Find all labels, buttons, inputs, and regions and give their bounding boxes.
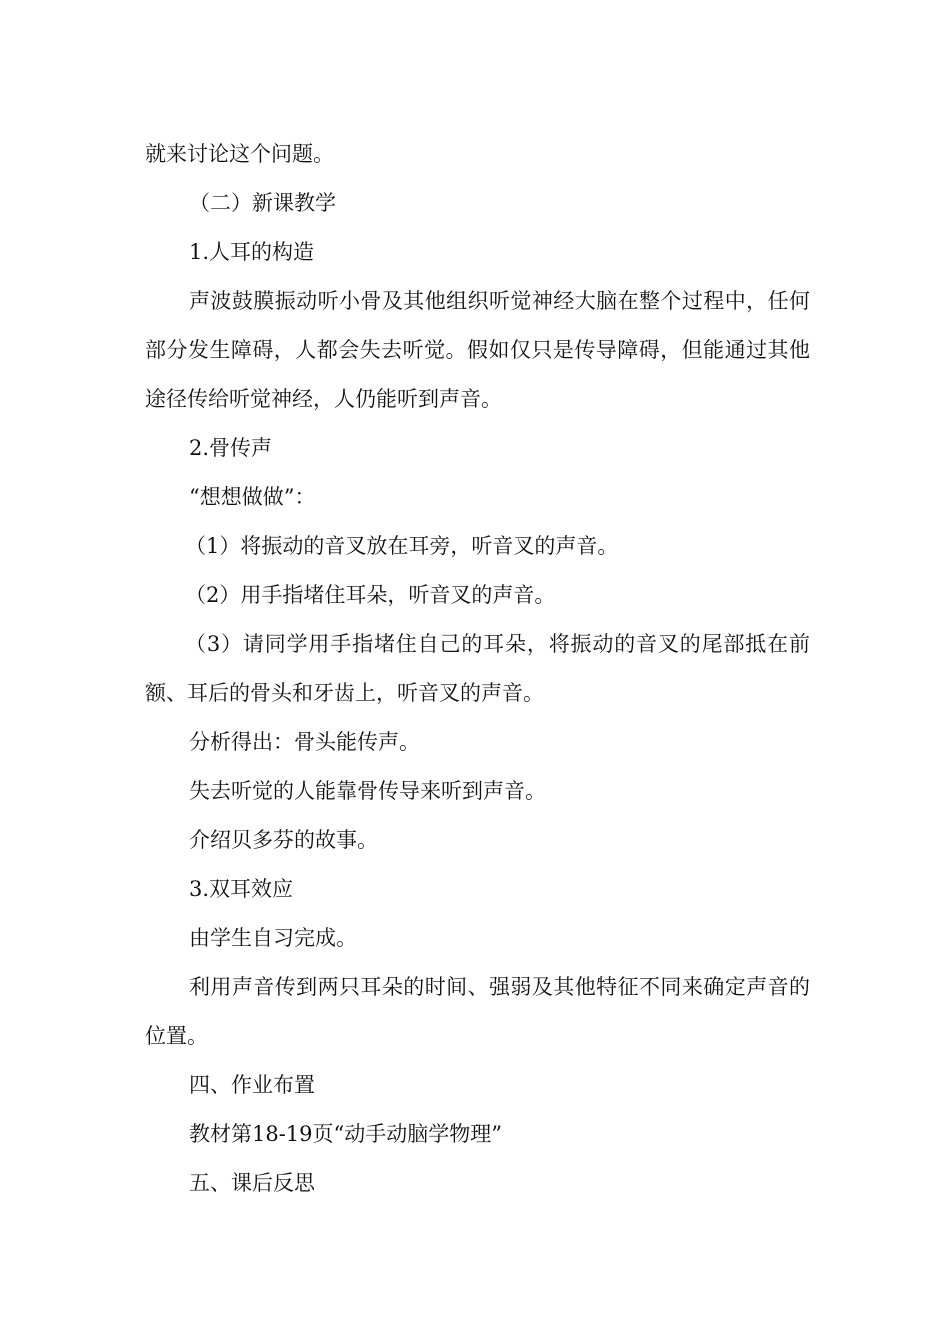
section-heading-reflection: 五、课后反思 (189, 1171, 315, 1195)
list-item-step-1: （1）将振动的音叉放在耳旁，听音叉的声音。 (185, 534, 619, 558)
paragraph-deaf-bone-conduction: 失去听觉的人能靠骨传导来听到声音。 (189, 779, 546, 803)
subheading-ear-structure: 1.人耳的构造 (189, 240, 315, 264)
section-heading-new-lesson: （二）新课教学 (189, 191, 336, 215)
paragraph-analysis: 分析得出：骨头能传声。 (189, 730, 420, 754)
paragraph-beethoven: 介绍贝多芬的故事。 (189, 828, 378, 852)
list-item-step-3: （3）请同学用手指堵住自己的耳朵，将振动的音叉的尾部抵在前额、耳后的骨头和牙齿上，听音叉的声音。 (145, 632, 810, 705)
subheading-bone-conduction: 2.骨传声 (189, 436, 273, 460)
paragraph-try-it: “想想做做”： (189, 485, 316, 509)
paragraph-sound-localization: 利用声音传到两只耳朵的时间、强弱及其他特征不同来确定声音的位置。 (145, 975, 810, 1048)
paragraph-self-study: 由学生自习完成。 (189, 926, 357, 950)
paragraph-continuation: 就来讨论这个问题。 (145, 142, 334, 166)
paragraph-hearing-process: 声波鼓膜振动听小骨及其他组织听觉神经大脑在整个过程中，任何部分发生障碍，人都会失去听觉。假如仅只是传导障碍，但能通过其他途径传给听觉神经，人仍能听到声音。 (145, 289, 810, 411)
paragraph-homework-detail: 教材第18-19页“动手动脑学物理” (189, 1122, 503, 1146)
document-body (145, 130, 810, 1208)
section-heading-homework: 四、作业布置 (189, 1073, 315, 1097)
subheading-binaural-effect: 3.双耳效应 (189, 877, 294, 901)
list-item-step-2: （2）用手指堵住耳朵，听音叉的声音。 (185, 583, 556, 607)
